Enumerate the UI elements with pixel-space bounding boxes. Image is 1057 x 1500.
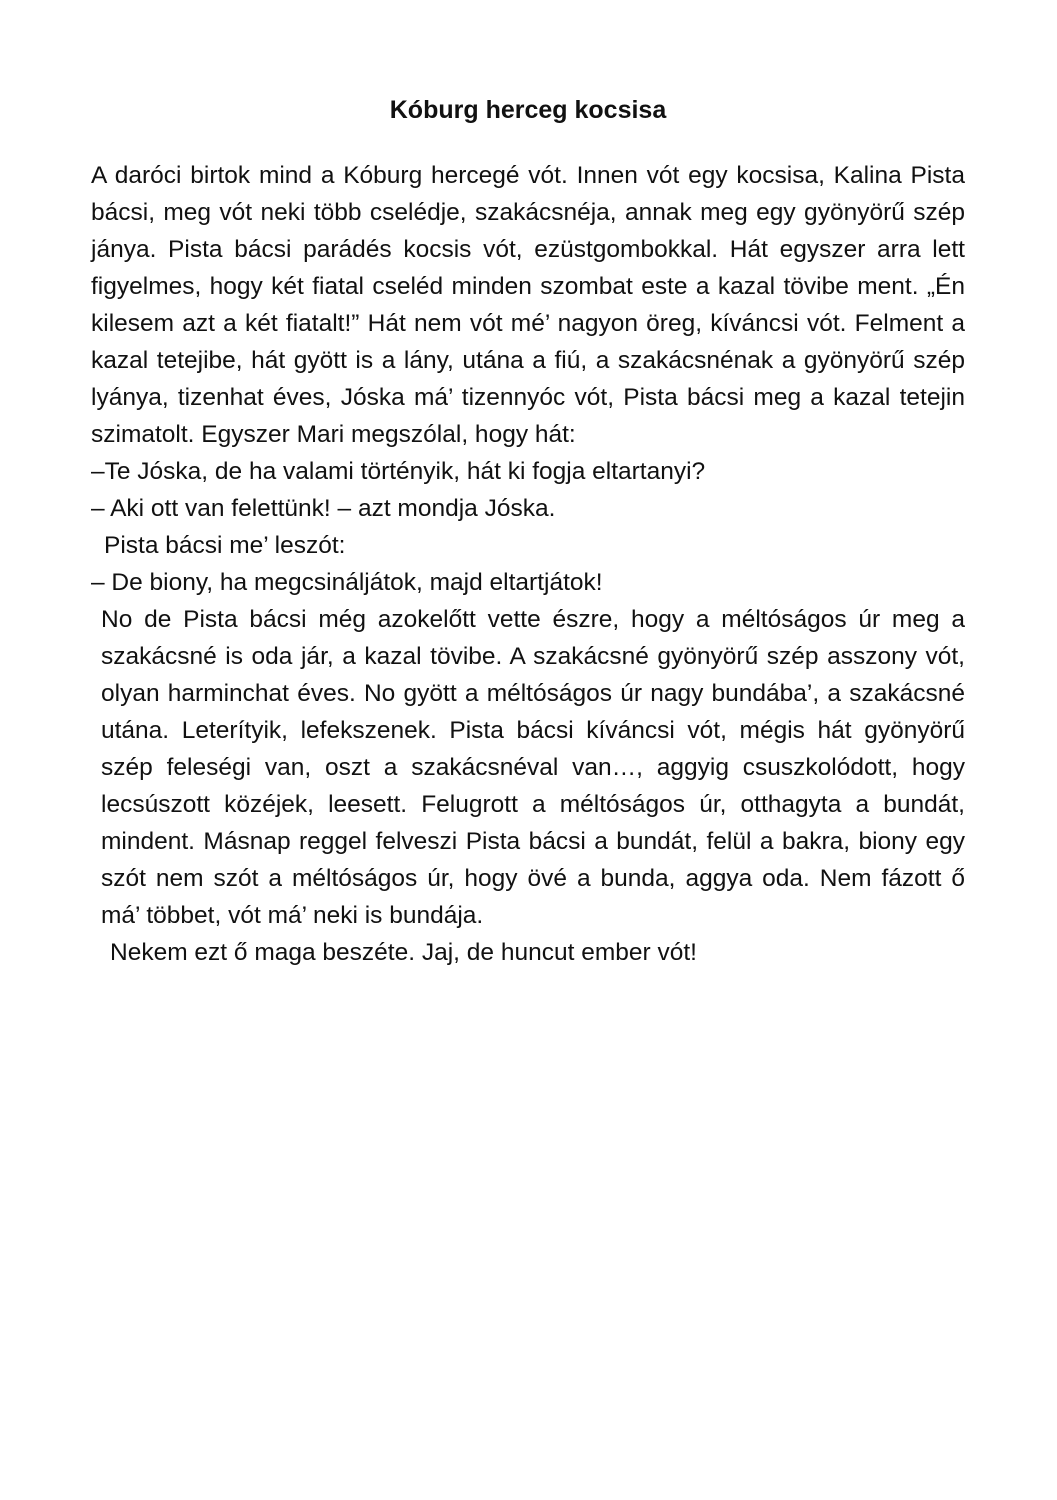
- dialogue-line-mari: –Te Jóska, de ha valami történyik, hát ki fogja eltartanyi?: [91, 458, 706, 485]
- narration-line: Pista bácsi me’ leszót:: [104, 532, 346, 559]
- document-body: [91, 157, 965, 971]
- document-title: Kóburg herceg kocsisa: [389, 96, 667, 124]
- document-page: [91, 92, 965, 971]
- dialogue-line-pista: – De biony, ha megcsináljátok, majd eltartjátok!: [91, 569, 603, 596]
- dialogue-line-joska: – Aki ott van felettünk! – azt mondja Jóska.: [91, 495, 556, 522]
- paragraph-story: No de Pista bácsi még azokelőtt vette észre, hogy a méltóságos úr meg a szakácsné is oda jár, a kazal tövibe. A szakácsné gyönyörű szép asszony vót, olyan harminchat éves. No gyött a méltóságos úr nagy bundába’, a szakácsné utána. Leterítyik, lefekszenek. Pista bácsi kíváncsi vót, mégis hát gyönyörű szép feleségi van, oszt a szakácsnéval van…, aggyig csuszkolódott, hogy lecsúszott közéjek, leesett. Felugrott a méltóságos úr, otthagyta a bundát, mindent. Másnap reggel felveszi Pista bácsi a bundát, felül a bakra, biony egy szót nem szót a méltóságos úr, hogy övé a bunda, aggya oda. Nem fázott ő má’ többet, vót má’ neki is bundája.: [101, 606, 965, 929]
- paragraph-intro: A daróci birtok mind a Kóburg hercegé vót. Innen vót egy kocsisa, Kalina Pista bácsi, meg vót neki több cselédje, szakácsnéja, annak meg egy gyönyörű szép jánya. Pista bácsi parádés kocsis vót, ezüstgombokkal. Hát egyszer arra lett figyelmes, hogy két fiatal cseléd minden szombat este a kazal tövibe ment. „Én kilesem azt a két fiatalt!” Hát nem vót mé’ nagyon öreg, kíváncsi vót. Felment a kazal tetejibe, hát gyött is a lány, utána a fiú, a szakácsnénak a gyönyörű szép lyánya, tizenhat éves, Jóska má’ tizennyóc vót, Pista bácsi meg a kazal tetejin szimatolt. Egyszer Mari megszólal, hogy hát:: [91, 162, 965, 448]
- paragraph-closing: Nekem ezt ő maga beszéte. Jaj, de huncut ember vót!: [110, 939, 697, 966]
